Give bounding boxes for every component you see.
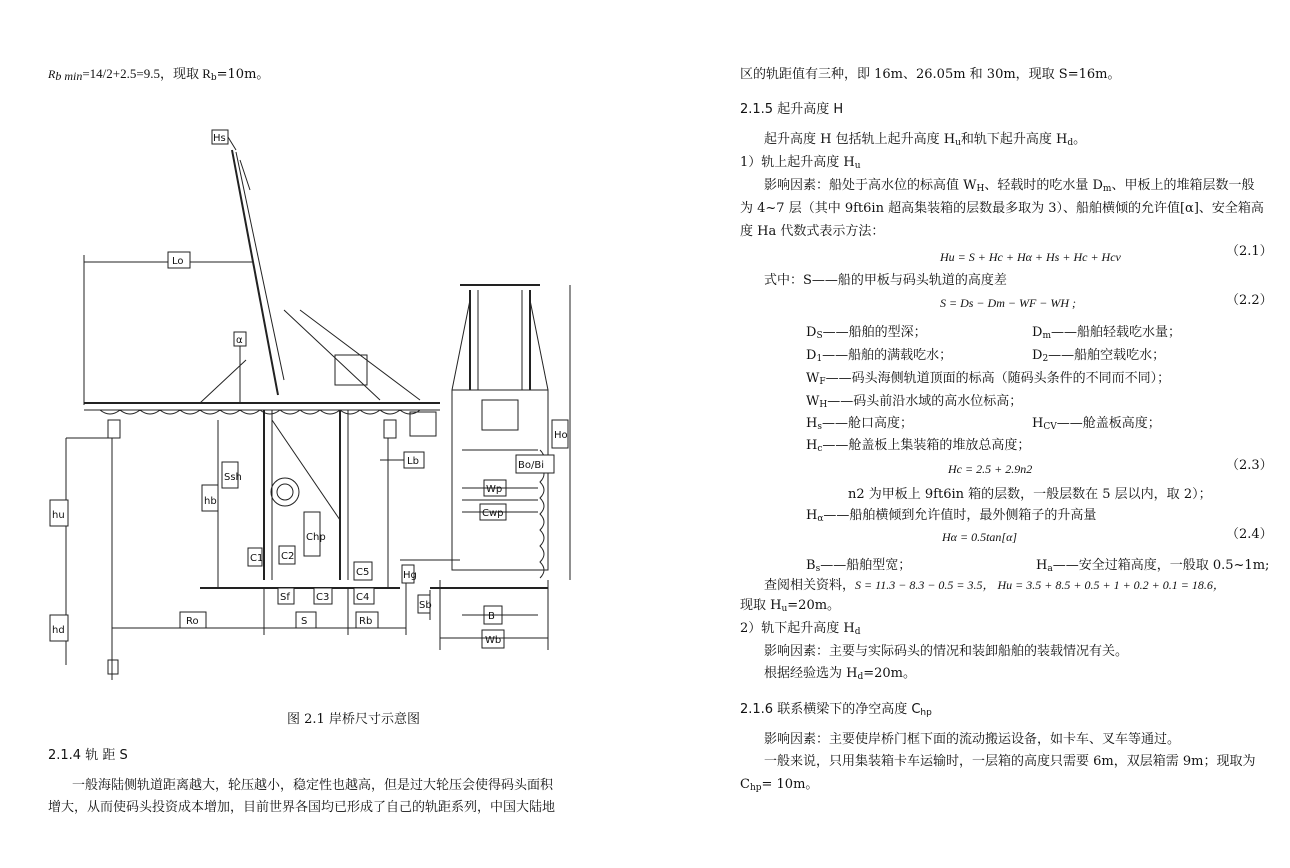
paragraph-line: 为 4~7 层（其中 9ft6in 超高集装箱的层数最多取为 3）、船舶横倾的允许值[α]、安全箱高	[740, 201, 1264, 216]
section-heading-2-1-6: 2.1.6 联系横梁下的净空高度 $C_{hp}$	[740, 702, 932, 718]
label-hb: hb	[204, 496, 217, 507]
equation-number: （2.4）	[1226, 527, 1273, 542]
definition-ds: $D_S——$船舶的型深；	[806, 325, 927, 341]
definition-hc: $H_c——$舱盖板上集装箱的堆放总高度；	[806, 438, 1031, 454]
label-lb: Lb	[407, 456, 419, 467]
label-sb: Sb	[419, 600, 432, 611]
equation-2-2: S = Ds − Dm − WF − WH ;	[940, 296, 1077, 310]
section-heading-2-1-4: 2.1.4 轨 距 S	[48, 748, 128, 763]
paragraph-line: 一般来说，只用集装箱卡车运输时，一层箱的高度只需要 6m，双层箱需 9m；现取为	[764, 754, 1256, 769]
paragraph-line: $C_{hp}= 10m$。	[740, 777, 819, 793]
equation-number: （2.2）	[1226, 293, 1273, 308]
label-bobi: Bo/Bi	[518, 460, 544, 471]
definition-halpha: $H_\alpha——$船舶横倾到允许值时，最外侧箱子的升高量	[806, 508, 1097, 524]
list-item-heading: 1）轨上起升高度 $H_u$	[740, 155, 861, 171]
equation-2-4: Hα = 0.5tan[α]	[942, 530, 1018, 544]
rb-formula-line: $R_{b min}=14/2+2.5=9.5$，现取 $R_b=10m$。	[48, 66, 270, 83]
label-sf: Sf	[280, 592, 290, 603]
label-wp: Wp	[486, 484, 503, 495]
equation-2-3: Hc = 2.5 + 2.9n2	[948, 462, 1033, 476]
section-heading-2-1-5: 2.1.5 起升高度 H	[740, 102, 844, 117]
equation-number: （2.1）	[1226, 244, 1273, 259]
definition-wh: $W_H——$码头前沿水域的高水位标高；	[806, 394, 1023, 410]
label-c4: C4	[356, 592, 370, 603]
label-c2: C2	[281, 551, 295, 562]
label-ro: Ro	[186, 616, 199, 627]
paragraph-line: 度 Ha 代数式表示方法：	[740, 224, 885, 239]
label-ssh: Ssh	[224, 472, 242, 483]
label-s: S	[301, 616, 308, 627]
label-hs: Hs	[213, 133, 226, 144]
label-cwp: Cwp	[482, 508, 504, 519]
label-c3: C3	[316, 592, 330, 603]
label-hg: Hg	[403, 570, 417, 581]
paragraph-line: n2 为甲板上 9ft6in 箱的层数，一般层数在 5 层以内，取 2）；	[848, 487, 1212, 502]
label-c1: C1	[250, 553, 264, 564]
equation-2-1: Hu = S + Hc + Hα + Hs + Hc + Hcv	[940, 250, 1121, 264]
paragraph-line: 增大，从而使码头投资成本增加，目前世界各国均已形成了自己的轨距系列，中国大陆地	[48, 800, 556, 815]
equation-number: （2.3）	[1226, 458, 1273, 473]
label-wb: Wb	[485, 635, 502, 646]
paragraph-line: 影响因素：主要使岸桥门框下面的流动搬运设备，如卡车、叉车等通过。	[764, 732, 1181, 747]
definition-d2: $D_2——$船舶空载吃水；	[1032, 348, 1166, 364]
paragraph-line: 式中：S——船的甲板与码头轨道的高度差	[764, 273, 1007, 288]
paragraph-line: 起升高度 H 包括轨上起升高度 $H_u$和轨下起升高度 $H_d$。	[764, 132, 1087, 148]
definition-d1: $D_1——$船舶的满载吃水；	[806, 348, 953, 364]
definition-ha: $H_a——$安全过箱高度，一般取 0.5~1m;	[1036, 558, 1270, 574]
figure-caption: 图 2.1 岸桥尺寸示意图	[287, 712, 420, 727]
paragraph-line: 影响因素：主要与实际码头的情况和装卸船舶的装载情况有关。	[764, 644, 1129, 659]
label-rb: Rb	[359, 616, 373, 627]
crane-dimension-figure	[0, 120, 640, 680]
paragraph-line: 根据经验选为 $H_d=20m$。	[764, 666, 917, 682]
paragraph-line: 一般海陆侧轨道距离越大，轮压越小，稳定性也越高，但是过大轮压会使得码头面积	[72, 778, 554, 793]
definition-hs: $H_s——$舱口高度；	[806, 416, 913, 432]
right-column	[730, 0, 1290, 868]
definition-hcv: $H_{CV}——$舱盖板高度；	[1032, 416, 1161, 432]
definition-wf: $W_F——$码头海侧轨道顶面的标高（随码头条件的不同而不同）；	[806, 371, 1171, 387]
paragraph-line: 区的轨距值有三种，即 16m、26.05m 和 30m，现取 S=16m。	[740, 67, 1121, 82]
list-item-heading: 2）轨下起升高度 $H_d$	[740, 621, 861, 637]
definition-bs: $B_s——$船舶型宽；	[806, 558, 912, 574]
definition-dm: $D_m——$船舶轻载吃水量；	[1032, 325, 1181, 341]
calculation-line: 查阅相关资料，S = 11.3 − 8.3 − 0.5 = 3.5， Hu = 3.5 + 8.5 + 0.5 + 1 + 0.2 + 0.1 = 18.6，	[764, 578, 1225, 593]
label-hd: hd	[52, 625, 65, 636]
paragraph-line: 现取 $H_u=20m$。	[740, 598, 841, 614]
label-ho: Ho	[554, 430, 568, 441]
label-chp: Chp	[306, 532, 326, 543]
label-alpha: α	[236, 335, 243, 346]
paragraph-line: 影响因素：船处于高水位的标高值 $W_H$、轻载时的吃水量 $D_m$、甲板上的堆箱层数一般	[764, 178, 1255, 194]
label-b: B	[488, 611, 495, 622]
label-lo: Lo	[172, 256, 184, 267]
label-c5: C5	[356, 567, 370, 578]
left-column	[0, 0, 640, 868]
label-hu: hu	[52, 510, 65, 521]
